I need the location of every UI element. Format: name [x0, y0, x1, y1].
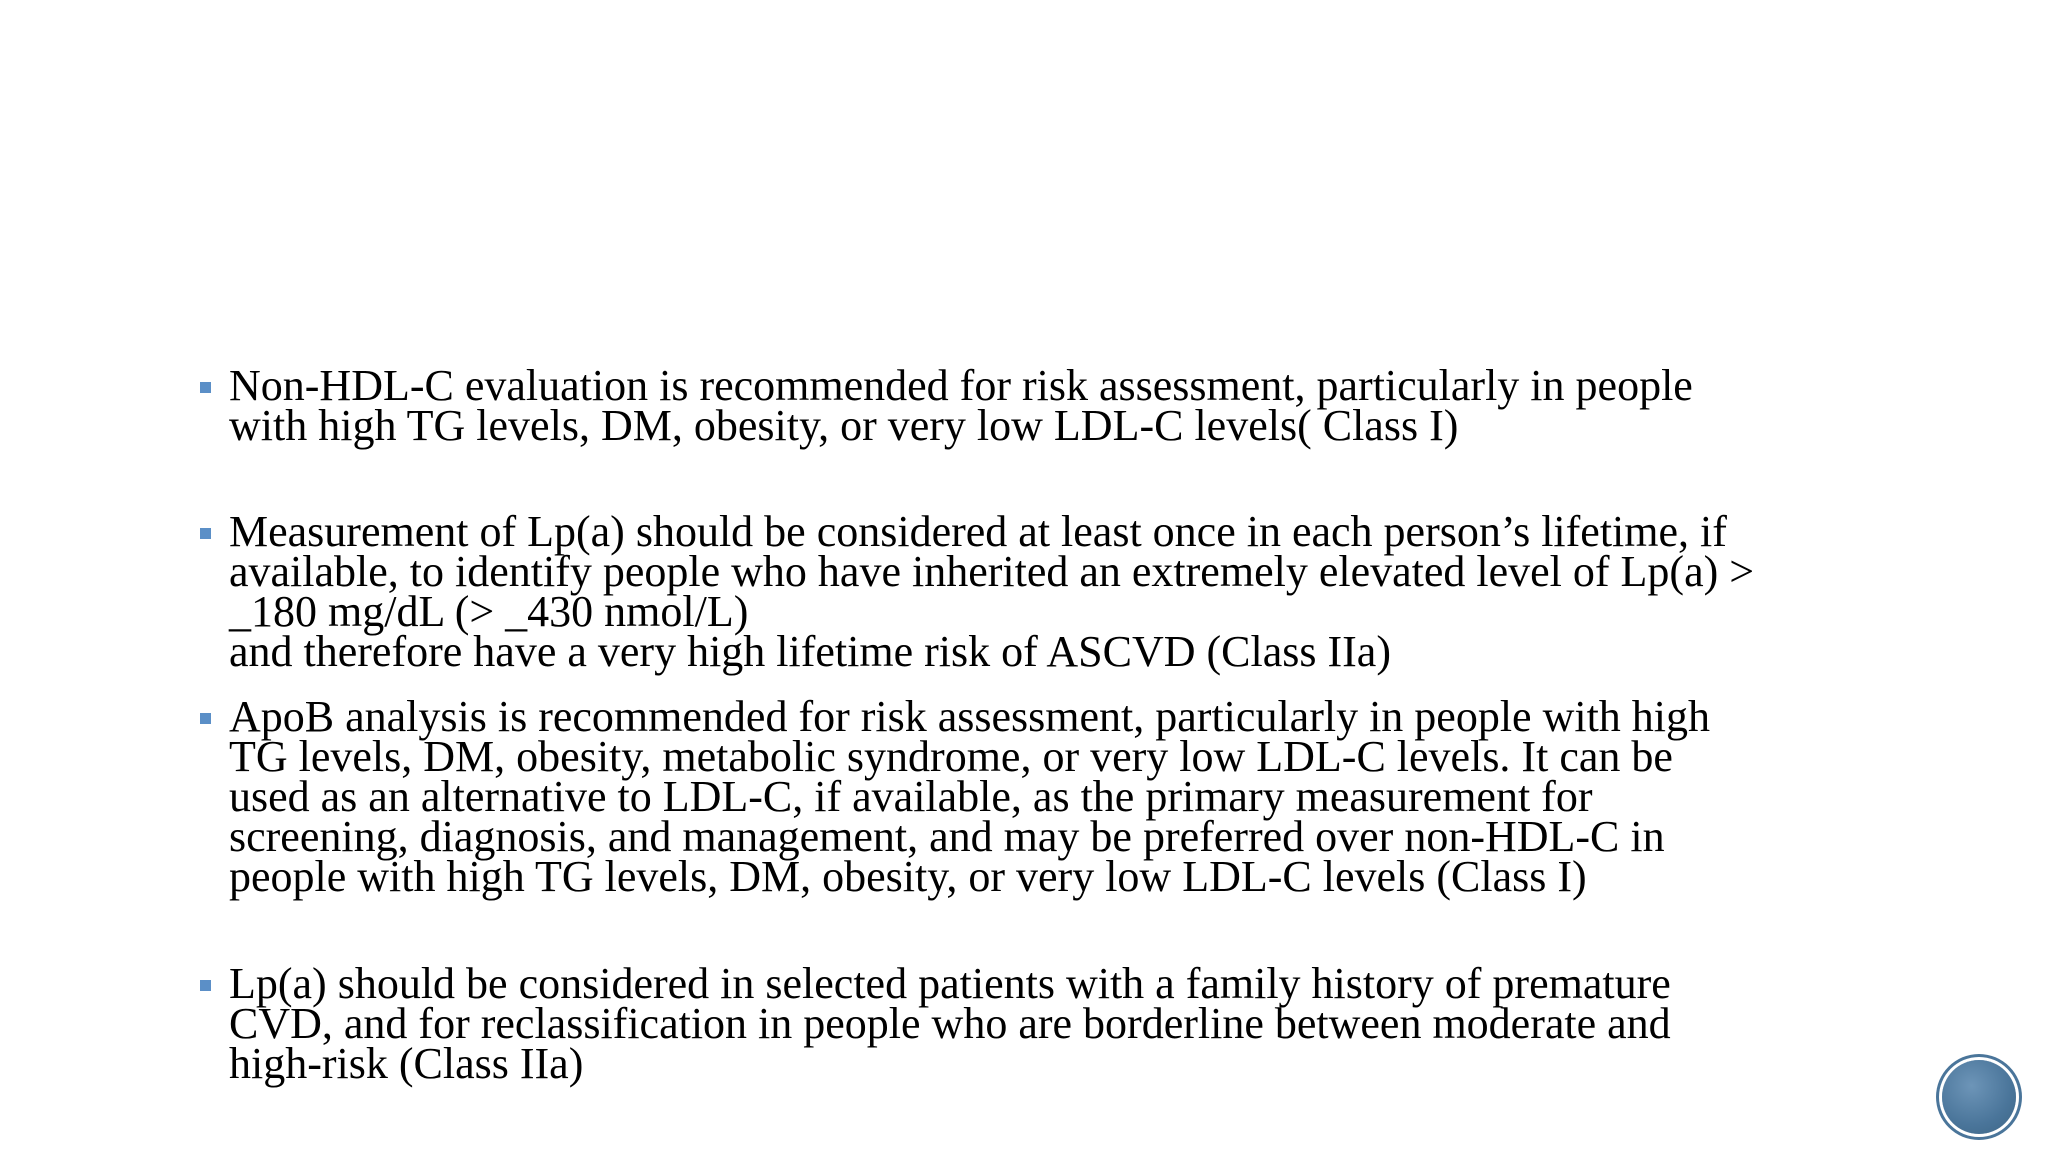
bullet-text — [229, 959, 1919, 1088]
bullet-line: and therefore have a very high lifetime risk of ASCVD (Class IIa) — [229, 627, 1391, 676]
bullet-line: TG levels, DM, obesity, metabolic syndrome, or very low LDL-C levels. It can be — [229, 732, 1673, 781]
bullet-line: people with high TG levels, DM, obesity, or very low LDL-C levels (Class I) — [229, 852, 1587, 901]
square-bullet-icon — [200, 980, 211, 991]
bullet-line: high-risk (Class IIa) — [229, 1039, 584, 1088]
bullet-text — [229, 692, 1919, 901]
bullet-line: Measurement of Lp(a) should be considered at least once in each person’s lifetime, if — [229, 507, 1727, 556]
bullet-line: ApoB analysis is recommended for risk assessment, particularly in people with high — [229, 692, 1711, 741]
bullet-line: available, to identify people who have inherited an extremely elevated level of Lp(a) > — [229, 547, 1755, 596]
bullet-line: CVD, and for reclassification in people who are borderline between moderate and — [229, 999, 1671, 1048]
bullet-text — [229, 507, 1919, 676]
square-bullet-icon — [200, 713, 211, 724]
circle-nav-icon[interactable] — [1942, 1060, 2016, 1134]
bullet-line: Lp(a) should be considered in selected patients with a family history of premature — [229, 959, 1671, 1008]
bullet-line: used as an alternative to LDL-C, if available, as the primary measurement for — [229, 772, 1593, 821]
square-bullet-icon — [200, 528, 211, 539]
bullet-line: _180 mg/dL (> _430 nmol/L) — [229, 587, 749, 636]
bullet-line: screening, diagnosis, and management, and may be preferred over non-HDL-C in — [229, 812, 1665, 861]
bullet-text — [229, 361, 1919, 450]
bullet-line: Non-HDL-C evaluation is recommended for risk assessment, particularly in people — [229, 361, 1693, 410]
bullet-line: with high TG levels, DM, obesity, or very low LDL-C levels( Class I) — [229, 401, 1459, 450]
square-bullet-icon — [200, 382, 211, 393]
